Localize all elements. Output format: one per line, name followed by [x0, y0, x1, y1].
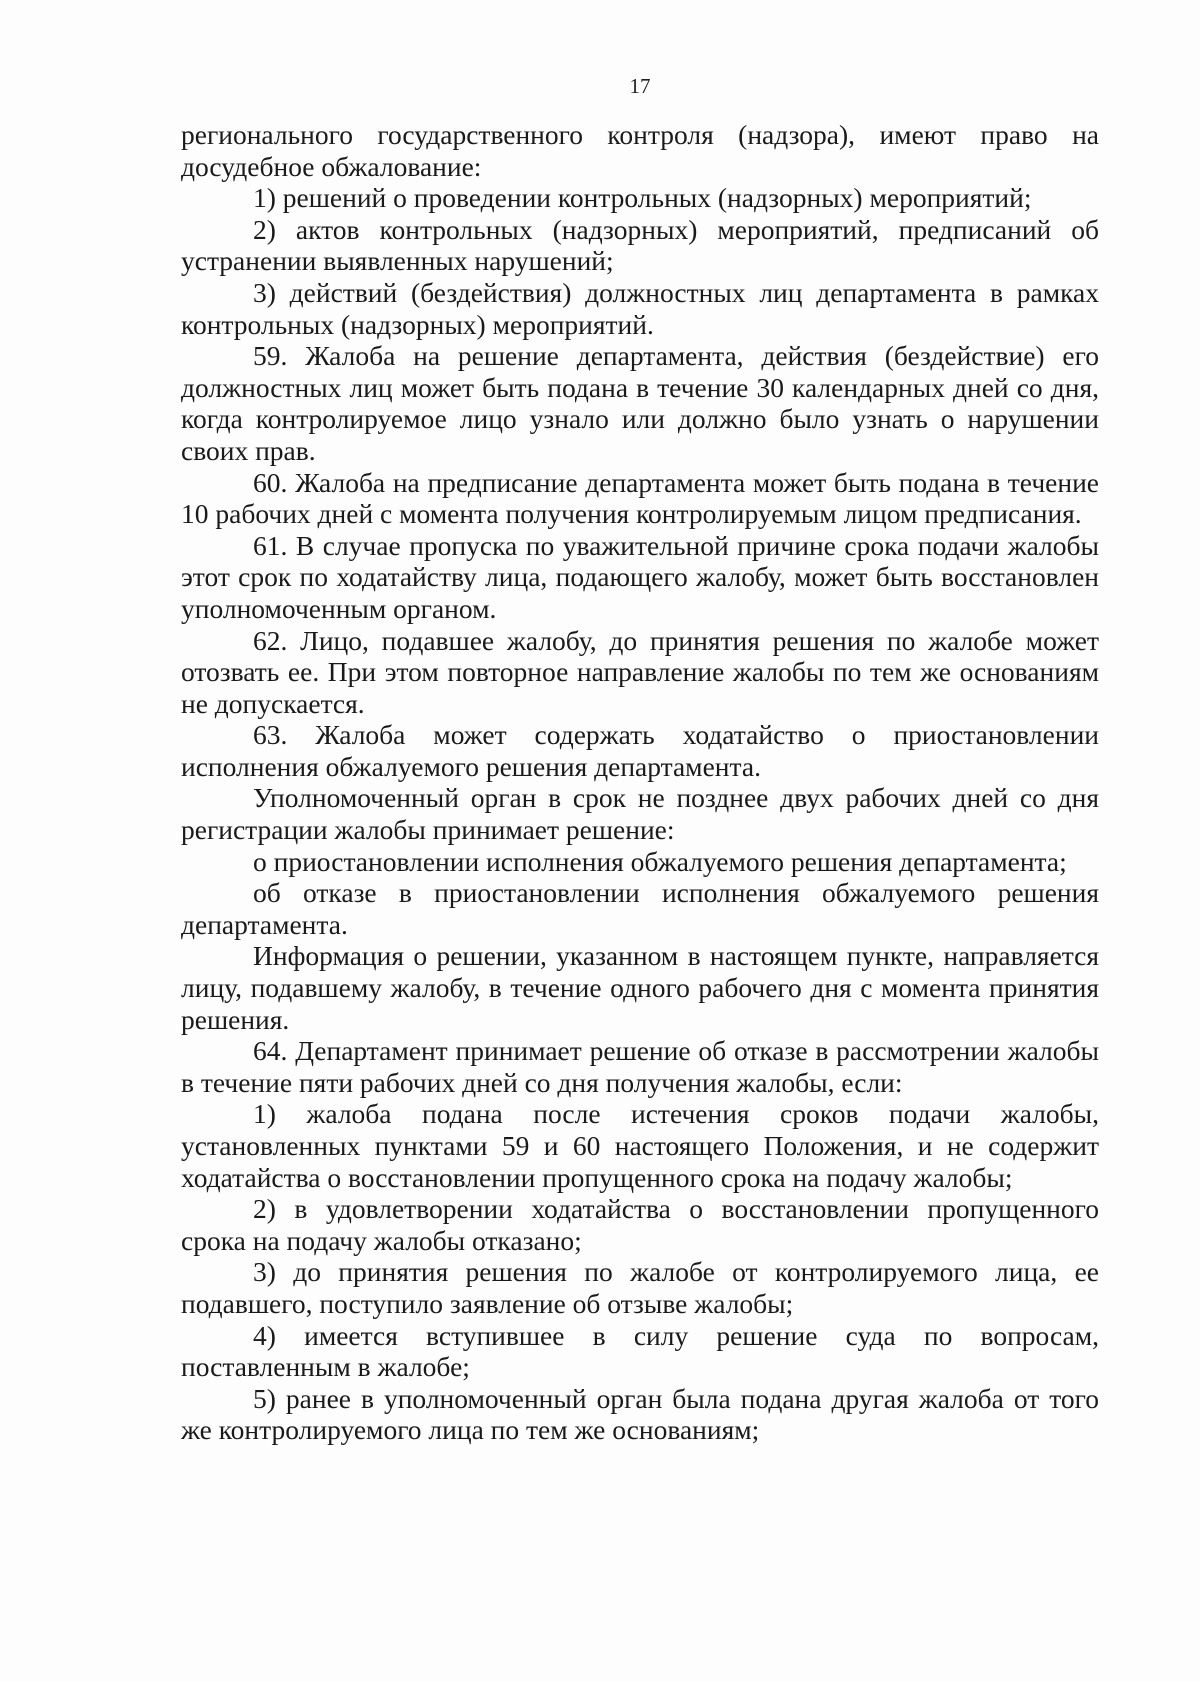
list-item-3: 3) действий (бездействия) должностных лиц департамента в рамках контрольных (надзорных) мероприятий.: [181, 276, 1099, 340]
list-item-2: 2) актов контрольных (надзорных) мероприятий, предписаний об устранении выявленных нарушений;: [181, 213, 1099, 277]
paragraph-continuation: регионального государственного контроля (надзора), имеют право на досудебное обжалование:: [181, 119, 1099, 182]
clause-63-option-suspend: о приостановлении исполнения обжалуемого решения департамента;: [253, 845, 1067, 877]
clause-64-item-1: 1) жалоба подана после истечения сроков подачи жалобы, установленных пунктами 59 и 60 настоящего Положения, и не содержит ходатайства о восстановлении пропущенного срока на подачу жалобы;: [181, 1098, 1099, 1193]
clause-64-item-3: 3) до принятия решения по жалобе от контролируемого лица, ее подавшего, поступило заявление об отзыве жалобы;: [181, 1256, 1099, 1319]
clause-59: 59. Жалоба на решение департамента, действия (бездействие) его должностных лиц может быть подана в течение 30 календарных дней со дня, когда контролируемое лицо узнало или должно было узнать о нарушении своих прав.: [181, 340, 1099, 466]
clause-64-item-4: 4) имеется вступившее в силу решение суда по вопросам, поставленным в жалобе;: [181, 1319, 1099, 1383]
clause-60: 60. Жалоба на предписание департамента может быть подана в течение 10 рабочих дней с момента получения контролируемым лицом предписания.: [181, 466, 1099, 530]
page-number: 17: [629, 74, 651, 98]
clause-61: 61. В случае пропуска по уважительной причине срока подачи жалобы этот срок по ходатайству лица, подающего жалобу, может быть восстановлен уполномоченным органом.: [181, 529, 1099, 624]
clause-64-item-2: 2) в удовлетворении ходатайства о восстановлении пропущенного срока на подачу жалобы отказано;: [181, 1193, 1099, 1256]
document-body: [181, 119, 1099, 1446]
clause-63-notification: Информация о решении, указанном в настоящем пункте, направляется лицу, подавшему жалобу, в течение одного рабочего дня с момента принятия решения.: [181, 940, 1099, 1035]
list-item-1: 1) решений о проведении контрольных (надзорных) мероприятий;: [253, 182, 1032, 214]
clause-62: 62. Лицо, подавшее жалобу, до принятия решения по жалобе может отозвать ее. При этом повторное направление жалобы по тем же основаниям не допускается.: [181, 624, 1099, 719]
clause-63-option-refuse: об отказе в приостановлении исполнения обжалуемого решения департамента.: [181, 877, 1099, 940]
clause-63: 63. Жалоба может содержать ходатайство о приостановлении исполнения обжалуемого решения департамента.: [181, 719, 1099, 782]
clause-64: 64. Департамент принимает решение об отказе в рассмотрении жалобы в течение пяти рабочих дней со дня получения жалобы, если:: [181, 1035, 1099, 1098]
clause-64-item-5: 5) ранее в уполномоченный орган была подана другая жалоба от того же контролируемого лица по тем же основаниям;: [181, 1382, 1099, 1446]
clause-63-decision: Уполномоченный орган в срок не позднее двух рабочих дней со дня регистрации жалобы принимает решение:: [181, 782, 1099, 846]
